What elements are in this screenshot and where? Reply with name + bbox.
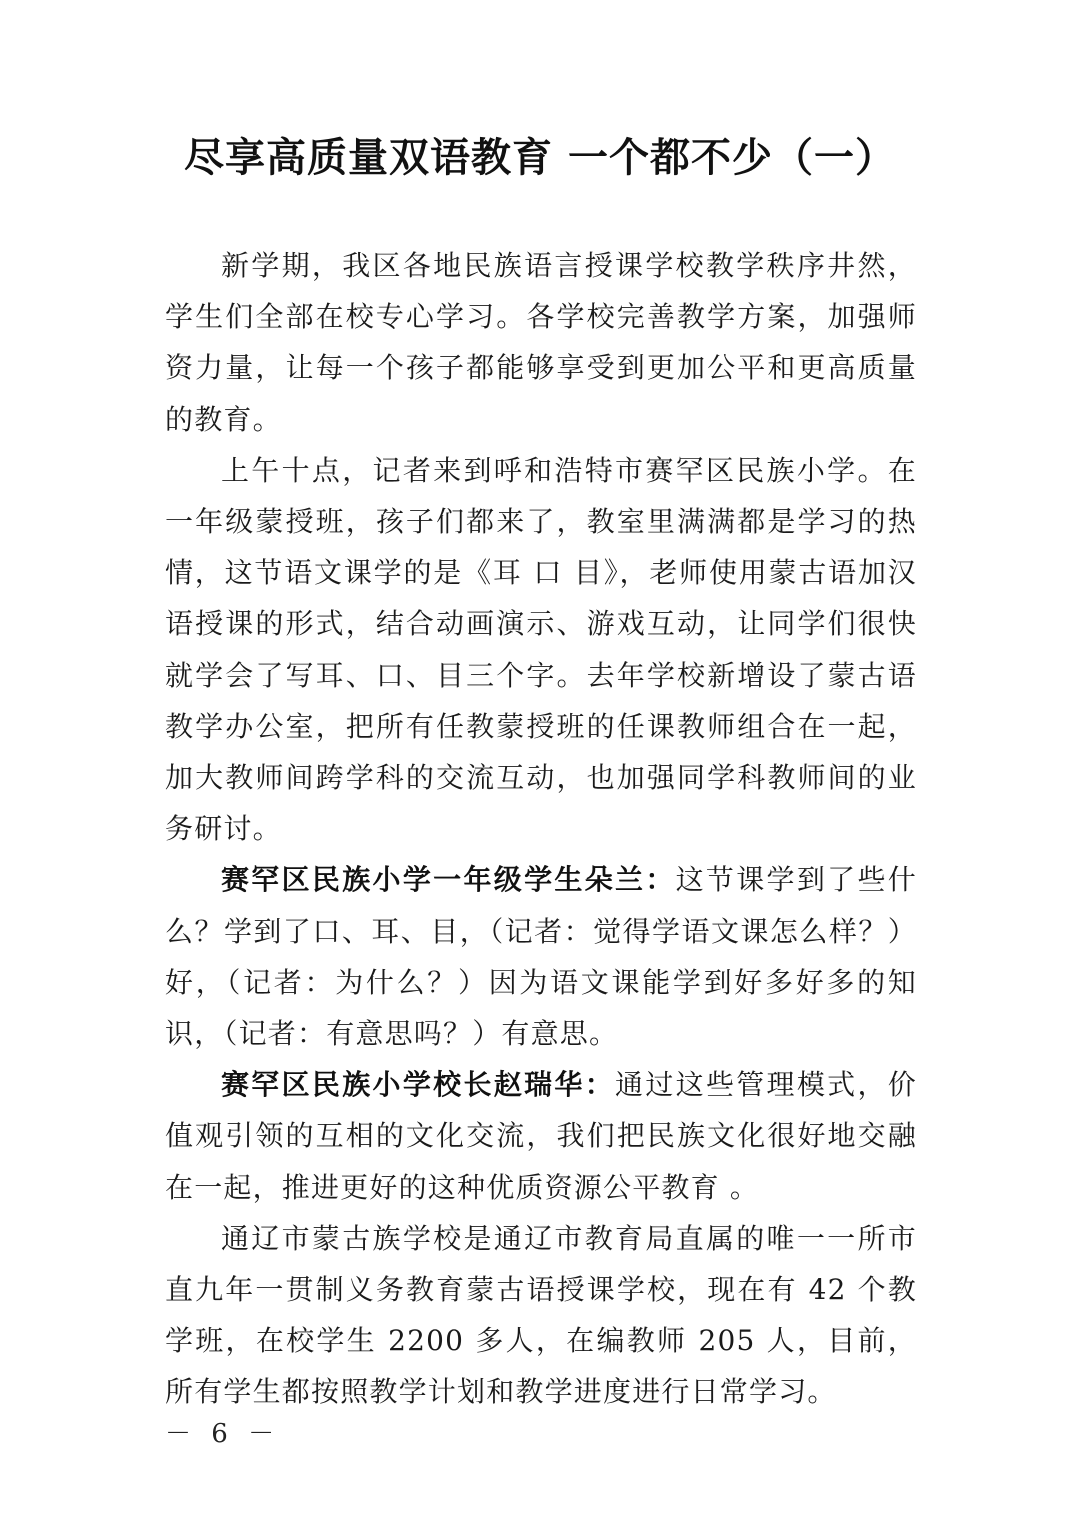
- page-title: 尽享高质量双语教育 一个都不少（一）: [184, 134, 896, 181]
- paragraph-5: [165, 1213, 917, 1418]
- paragraph-text: 通辽市蒙古族学校是通辽市教育局直属的唯一一所市直九年一贯制义务教育蒙古语授课学校，现在有 42 个教学班，在校学生 2200 多人，在编教师 205 人，目前，所有学生都按照教学计划和教学进度进行日常学习。: [165, 1221, 917, 1409]
- speaker-label: 赛罕区民族小学校长赵瑞华：: [221, 1068, 616, 1102]
- paragraph-1: [165, 240, 917, 445]
- speaker-label: 赛罕区民族小学一年级学生朵兰：: [221, 863, 676, 897]
- article-body: [165, 240, 917, 1418]
- paragraph-text: 通过这些管理模式，价值观引领的互相的文化交流，我们把民族文化很好地交融在一起，推进更好的这种优质资源公平教育 。: [165, 1068, 917, 1204]
- paragraph-3: [165, 854, 917, 1059]
- paragraph-2: [165, 445, 917, 855]
- paragraph-4: [165, 1059, 917, 1213]
- paragraph-text: 新学期，我区各地民族语言授课学校教学秩序井然，学生们全部在校专心学习。各学校完善教学方案，加强师资力量，让每一个孩子都能够享受到更加公平和更高质量的教育。: [165, 249, 917, 436]
- paragraph-text: 上午十点，记者来到呼和浩特市赛罕区民族小学。在一年级蒙授班，孩子们都来了，教室里满满都是学习的热情，这节语文课学的是《耳 口 目》，老师使用蒙古语加汉语授课的形式，结合动画演示、游戏互动，让同学们很快就学会了写耳、口、目三个字。去年学校新增设了蒙古语教学办公室，把所有任教蒙授班的任课教师组合在一起，加大教师间跨学科的交流互动，也加强同学科教师间的业务研讨。: [165, 453, 917, 846]
- page-number: － 6 －: [165, 1419, 281, 1449]
- paragraph-text: 这节课学到了些什么？学到了口、耳、目，（记者：觉得学语文课怎么样？）好，（记者：为什么？）因为语文课能学到好多好多的知识，（记者：有意思吗？）有意思。: [165, 863, 917, 1051]
